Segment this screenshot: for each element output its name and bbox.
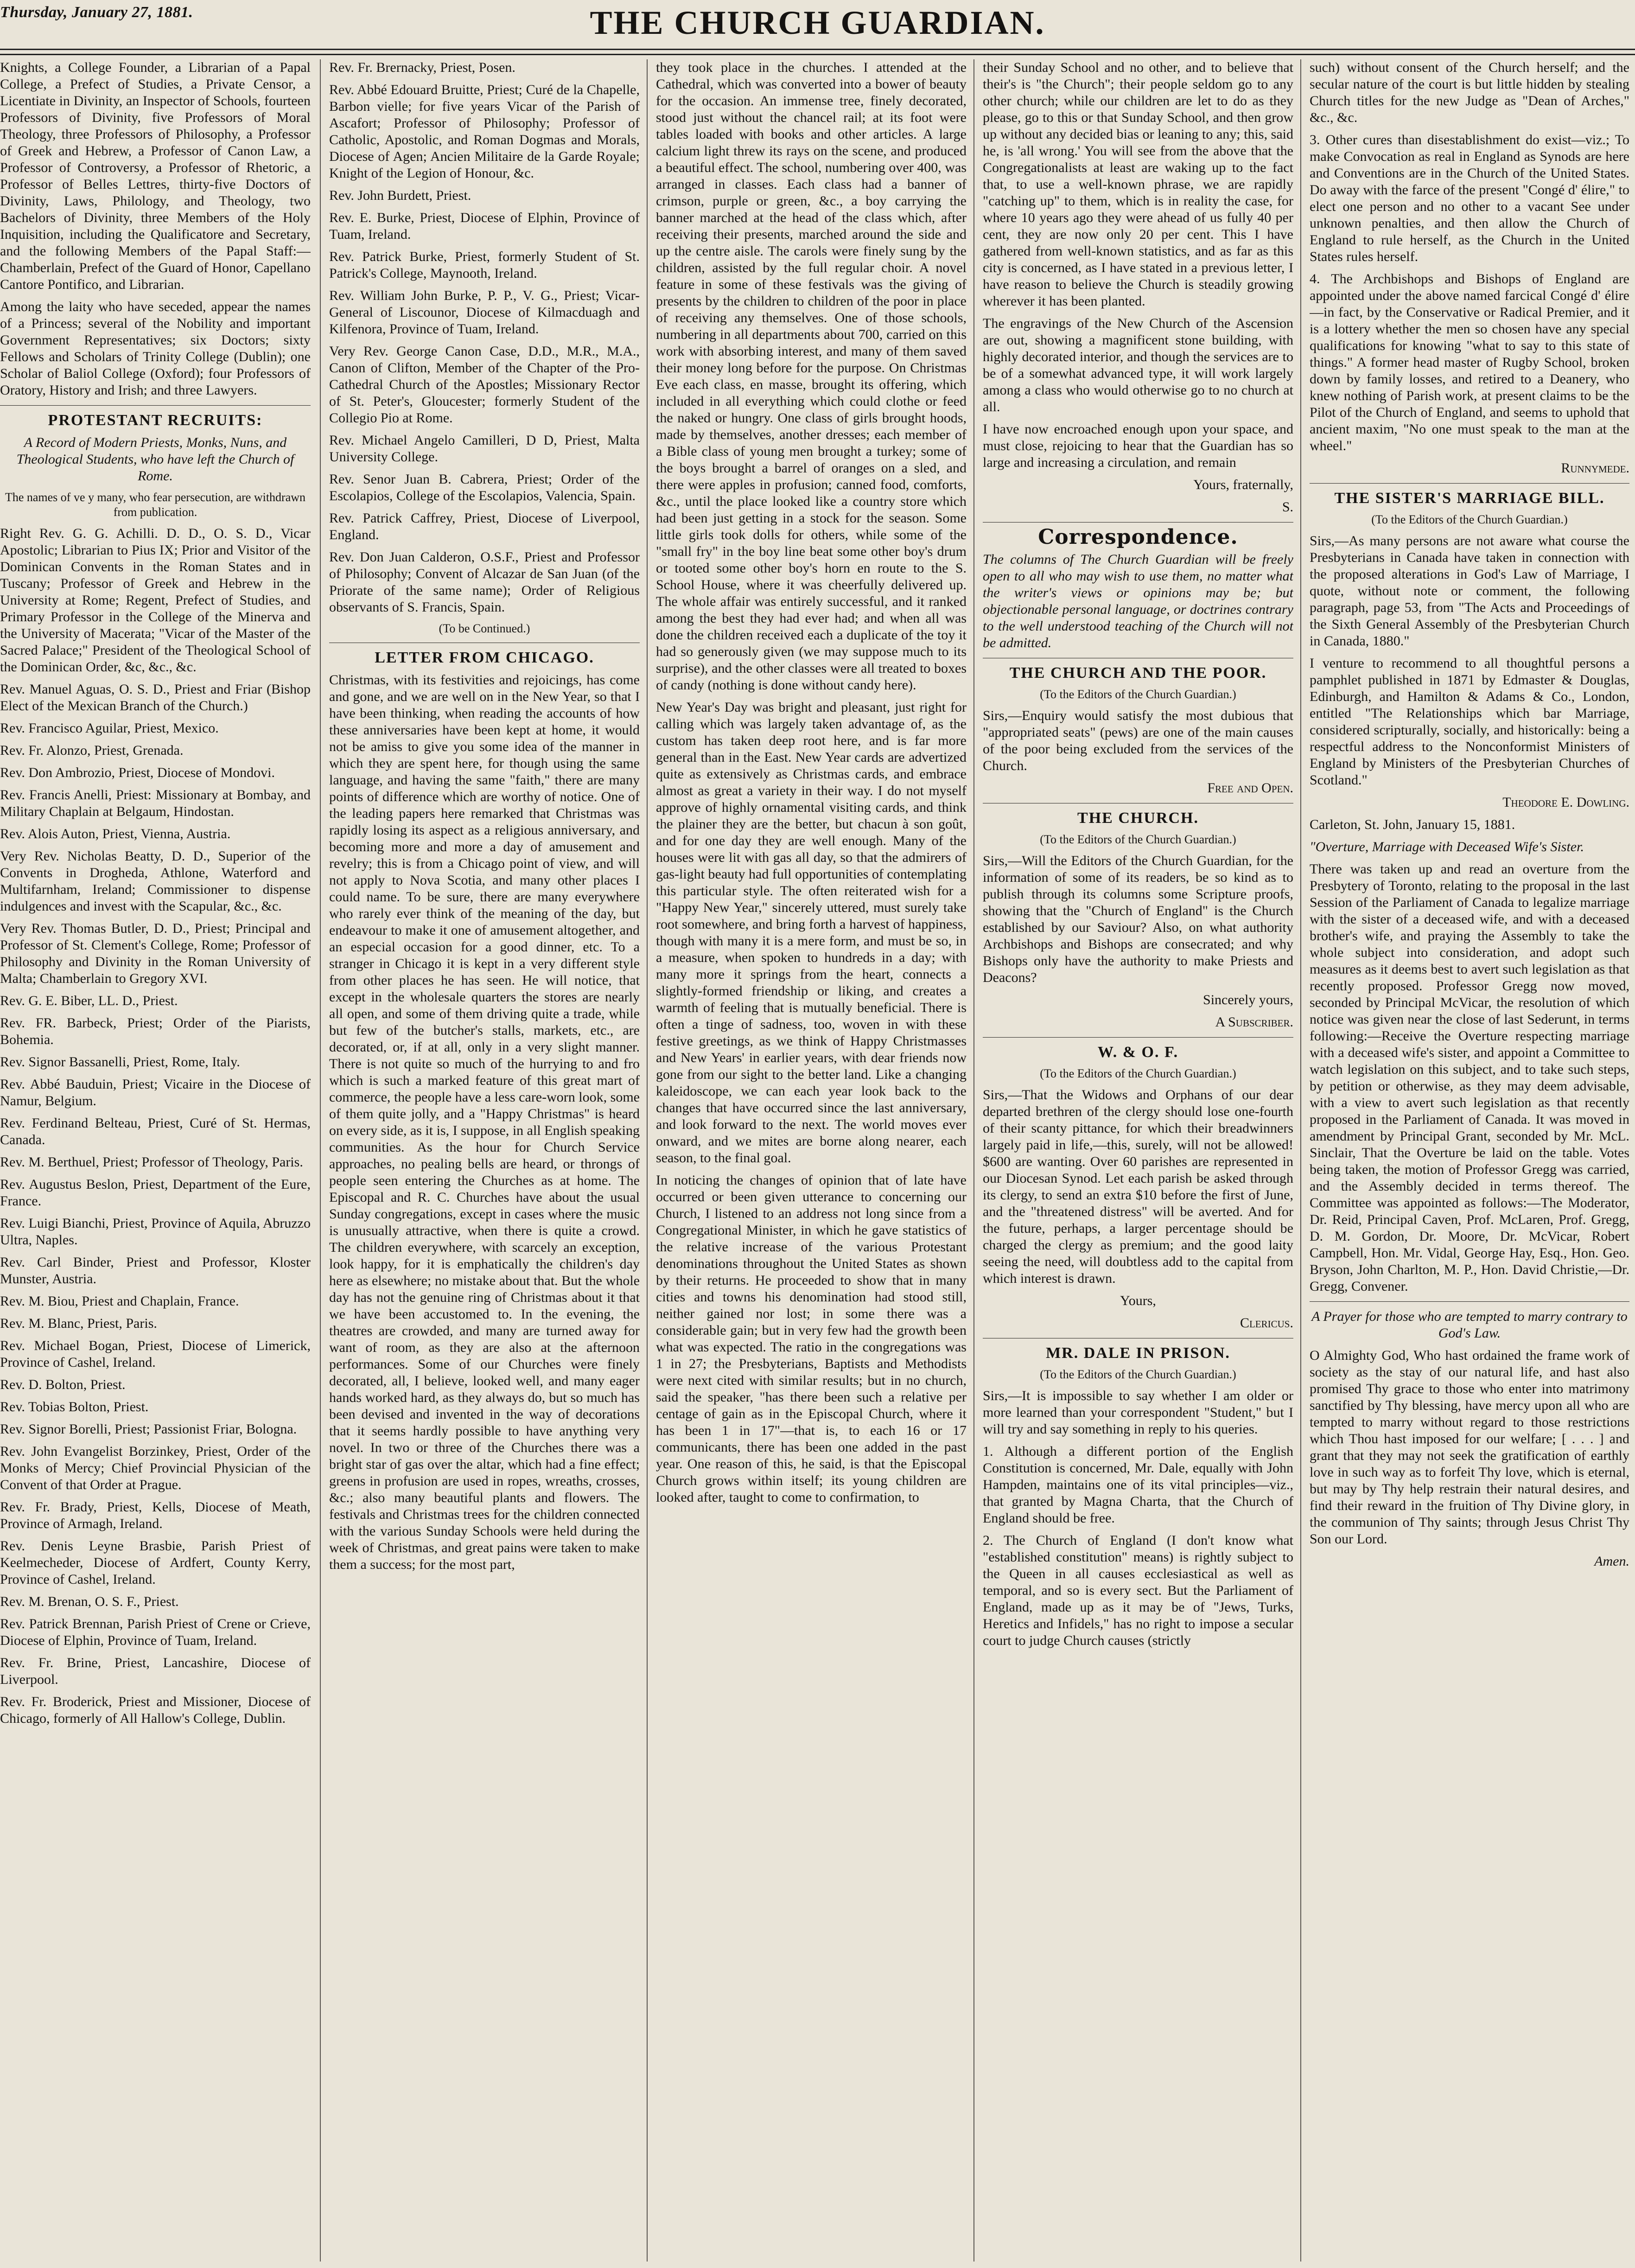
mr-dale-title: MR. DALE IN PRISON.	[1046, 1344, 1230, 1362]
wo-f-body: Sirs,—That the Widows and Orphans of our dear departed brethren of the clergy should lose one-fourth of their scanty pittance, for which their breadwinners largely paid in life,—this, surely, will not be allowed! $600 are wanting. Over 60 parishes are represented in our Diocesan Synod. Let each parish be asked through its clergy, to send an extra $10 before the first of June, and the "threatened distress" will be averted. And for the future, perhaps, a larger percentage should be charged the clergy as premium; and the good laity seeing the need, will doubtless add to the capital from which interest is drawn.	[983, 1087, 1293, 1286]
dale-paragraph: Sirs,—It is impossible to say whether I am older or more learned than your correspondent "Student," but I will try and say something in reply to his queries.	[983, 1388, 1293, 1437]
recruits-laity: Among the laity who have seceded, appear the names of a Princess; several of the Nobility and important Government Representatives; six Doctors; sixty Fellows and Scholars of Trinity College (Dublin); one Scholar of Baliol College (Oxford); four Professors of Oratory, History and Irish; and three Lawyers.	[0, 299, 311, 398]
recruit-entry: Rev. M. Brenan, O. S. F., Priest.	[0, 1594, 179, 1609]
column-separator	[647, 59, 648, 2262]
recruit-entry: Rev. Alois Auton, Priest, Vienna, Austria.	[0, 826, 231, 841]
to-be-continued: (To be Continued.)	[439, 622, 530, 635]
recruit-entry: Rev. Don Ambrozio, Priest, Diocese of Mondovi.	[0, 765, 275, 780]
recruit-entry: Rev. Fr. Brernacky, Priest, Posen.	[329, 60, 515, 75]
recruit-entry: Rev. Patrick Caffrey, Priest, Diocese of Liverpool, England.	[329, 510, 640, 542]
marriage-bill-title: THE SISTER'S MARRIAGE BILL.	[1334, 490, 1605, 507]
dale-paragraph: 2. The Church of England (I don't know what "established constitution" means) is rightly subject to the Queen in all causes ecclesiastical as well as temporal, and so is every sect. But the Parliament of England, made up as it may be of "Jews, Turks, Heretics and Infidels," has no right to impose a secular court to judge Church causes (strictly	[983, 1533, 1293, 1648]
column-4	[983, 59, 1293, 2262]
withdrawn-note: The names of ve y many, who fear persecution, are withdrawn from publication.	[5, 491, 306, 519]
recruit-entry: Rev. FR. Barbeck, Priest; Order of the Piarists, Bohemia.	[0, 1015, 311, 1047]
recruit-entry: Rev. Denis Leyne Brasbie, Parish Priest of Keelmecheder, Diocese of Ardfert, County Kerry, Province of Cashel, Ireland.	[0, 1538, 311, 1587]
dale-paragraph: 3. Other cures than disestablishment do exist—viz.; To make Convocation as real in England as Synods are here and Conventions are in the Church of the United States. Do away with the farce of the present "Congé d' élire," to elect one person and no other to a vacant See under unknown penalties, and then allow the Church of England to rule herself, as the Church in the United States rules herself.	[1310, 132, 1629, 264]
section-rule	[983, 1037, 1293, 1038]
recruit-entry: Very Rev. George Canon Case, D.D., M.R., M.A., Canon of Clifton, Member of the Chapter of the Pro-Cathedral Church of the Apostles; Missionary Rector of St. Peter's, Gloucester; formerly Student of the Collegio Pio at Rome.	[329, 344, 640, 426]
recruit-entry: Rev. Patrick Brennan, Parish Priest of Crene or Crieve, Diocese of Elphin, Province of Tuam, Ireland.	[0, 1616, 311, 1648]
recruit-entry: Very Rev. Nicholas Beatty, D. D., Superior of the Convents in Drogheda, Athlone, Waterford and Multifarnham, Ireland; Commissioner to dispense indulgences and invest with the Scapular, &c., &c.	[0, 848, 311, 914]
recruit-entry: Rev. M. Berthuel, Priest; Professor of Theology, Paris.	[0, 1154, 303, 1170]
recruit-entry: Rev. William John Burke, P. P., V. G., Priest; Vicar-General of Liscounor, Diocese of Kilmacduagh and Kilfenora, Province of Tuam, Ireland.	[329, 288, 640, 337]
recruit-entry: Rev. John Burdett, Priest.	[329, 188, 471, 203]
editors-note: (To the Editors of the Church Guardian.)	[1040, 1067, 1236, 1080]
editors-note: (To the Editors of the Church Guardian.)	[1040, 1368, 1236, 1381]
letter-paragraph: The engravings of the New Church of the Ascension are out, showing a magnificent stone building, with highly decorated interior, and though the services are to be of a somewhat advanced type, it will work largely among a class who would otherwise go to no church at all.	[983, 316, 1293, 414]
issue-date: Thursday, January 27, 1881.	[0, 4, 193, 21]
recruit-entry: Rev. Fr. Brady, Priest, Kells, Diocese of Meath, Province of Armagh, Ireland.	[0, 1499, 311, 1531]
recruit-entry: Rev. Fr. Broderick, Priest and Missioner, Diocese of Chicago, formerly of All Hallow's College, Dublin.	[0, 1694, 311, 1726]
recruit-entry: Rev. Manuel Aguas, O. S. D., Priest and Friar (Bishop Elect of the Mexican Branch of the Church.)	[0, 682, 311, 714]
letter-paragraph: Christmas, with its festivities and rejoicings, has come and gone, and we are well on in the New Year, so that I have been thinking, when reading the accounts of how these anniversaries have been kept at home, it would not be amiss to give you some idea of the manner in which they are spent here, for though using the same language, and having the same "faith," there are many points of difference which are worthy of notice. One of the leading papers here remarked that Christmas was rapidly losing its aspect as a religious anniversary, and becoming more and more a day of amusement and revelry; this is from a Chicago point of view, and will not apply to Nova Scotia, and many other places I could name. To be sure, there are many everywhere who rarely ever think of the meaning of the day, but endeavour to make it one of amusement altogether, and an especial occasion for a good dinner, etc. To a stranger in Chicago it is kept in a very different style from other places he has seen. He will notice, that except in the wholesale quarters the stores are nearly all open, and some of them driving quite a trade, while but few of the butcher's stalls, markets, etc., are decorated, or, if at all, only in a very slight manner. There is not quite so much of the hurrying to and fro which is such a marked feature of this great mart of commerce, the people have a less care-worn look, some of them quite jolly, and a "Happy Christmas" is heard on every side, as it is, I suppose, in all English speaking communities. As the hour for Church Service approaches, no pealing bells are heard, or throngs of people seen entering the Churches as at home. The Episcopal and R. C. Churches have about the usual Sunday congregations, except in cases where the music is unusually attractive, when there is quite a crowd. The children everywhere, with scarcely an exception, look happy, for it is emphatically the children's day here as elsewhere; no mistake about that. But the whole day has not the genuine ring of Christmas about it that we have been accustomed to. In the evening, the theatres are crowded, and many are turned away for want of room, as they are also at the afternoon performances. Some of our Churches were finely decorated, all, I believe, looked well, and many eager hands worked hard, as they always do, but so much has been devised and invented in the way of decorations that it seems hardly possible to have anything very novel. In two or three of the Churches there was a bright star of gas over the altar, which had a fine effect; greens in profusion are used in ropes, wreaths, crosses, &c.; also many beautiful plants and flowers. The festivals and Christmas trees for the children connected with the various Sunday Schools were held during the week of Christmas, and great pains were taken to make them a success; for the most part,	[329, 672, 640, 1572]
prayer-title: A Prayer for those who are tempted to marry contrary to God's Law.	[1311, 1309, 1628, 1341]
overture-body: There was taken up and read an overture from the Presbytery of Toronto, relating to the proposal in the last Session of the Parliament of Canada to legalize marriage with the sister of a deceased wife, and with a deceased brother's wife, and praying the Assembly to take the whole subject into consideration, and adopt such measures as it deems best to avert such legislation as that recently proposed. Professor Gregg now moved, seconded by Principal McVicar, the resolution of which notice was given near the close of last Sederunt, in terms following:—Receive the Overture respecting marriage with a deceased wife's sister, and appoint a Committee to watch legislation on this subject, and to take such steps, by petition or otherwise, as they may deem advisable, with a view to avert such legislation as that recently proposed in the Parliament of Canada. It was moved in amendment by Principal Grant, seconded by Mr. McL. Sinclair, That the Overture be laid on the table. Votes being taken, the motion of Professor Gregg was carried, and the Assembly decided in terms thereof. The Committee was appointed as follows:—The Moderator, Dr. Reid, Principal Caven, Prof. McLaren, Prof. Gregg, D. M. Gordon, Dr. Moore, Dr. McVicar, Robert Campbell, Hon. Mr. Vidal, George Hay, Esq., Hon. Geo. Bryson, John Charlton, M. P., Hon. David Christie,—Dr. Gregg, Convener.	[1310, 861, 1629, 1294]
header-rule	[0, 49, 1635, 55]
editors-note: (To the Editors of the Church Guardian.)	[1040, 833, 1236, 846]
protestant-recruits-title: PROTESTANT RECRUITS:	[48, 412, 263, 429]
recruit-entry: Rev. E. Burke, Priest, Diocese of Elphin, Province of Tuam, Ireland.	[329, 210, 640, 242]
recruits-intro: Knights, a College Founder, a Librarian of a Papal College, a Prefect of Studies, a Private Censor, a Licentiate in Divinity, an Inspector of Schools, fourteen Professors of Divinity, five Professors of Moral Theology, three Professors of Philosophy, a Professor of Greek and Hebrew, a Professor of Canon Law, a Professor of Controversy, a Professor of Rhetoric, a Professor of Belles Lettres, thirty-five Doctors of Divinity, Laws, Philology, and Theology, two Bachelors of Divinity, three Members of the Holy Inquisition, including the Qualificatore and Secretary, and the following Members of the Papal Staff:—Chamberlain, Prefect of the Guard of Honor, Capellano Cantore Pontifico, and Librarian.	[0, 60, 311, 292]
letter-paragraph: they took place in the churches. I attended at the Cathedral, which was converted into a bower of beauty for the occasion. An immense tree, finely decorated, stood just without the chancel rail; at its foot were tables loaded with books and other articles. A large calcium light threw its rays on the scene, and produced a beautiful effect. The school, numbering over 400, was arranged in classes. Each class had a banner of crimson, purple or green, &c., a boy carrying the banner marched at the head of the class which, after receiving their presents, marched around the side and up the centre aisle. The carols were finely sung by the children, assisted by the full regular choir. A novel feature in some of these festivals was the giving of presents by the children to children of the poor in place of receiving any themselves. One of those schools, numbering in all departments about 700, carried on this work with absorbing interest, and many of them saved their money long before for the purpose. On Christmas Eve each class, en masse, brought its offering, which included in all everything which could clothe or feed the naked or hungry. One class of girls brought hoods, made by themselves, another dresses; each member of a Bible class of young men brought a turkey; some of the boys brought a barrel of oranges on a sled, and there were apples in profusion; canned food, comforts, &c., until the place looked like a country store which had been just getting in a stock for the season. Some little girls took dolls for others, while some of the "small fry" in the boy line beat some other boy's drum or tooted some other boy's horn en route to the S. School House, where it was cheerfully delivered up. The whole affair was entirely successful, and it ranked among the best they had ever had; and when all was done the children received each a duplicate of the toy it had so generously given (we may suppose much to its surprise), and the other classes were all treated to boxes of candy (nothing is done without candy here).	[656, 60, 967, 693]
recruit-entry: Rev. M. Blanc, Priest, Paris.	[0, 1316, 157, 1331]
recruit-entry: Rev. D. Bolton, Priest.	[0, 1377, 126, 1392]
wo-f-signoff: Yours,	[1120, 1293, 1156, 1308]
column-2	[329, 59, 640, 2262]
recruit-entry: Rev. Don Juan Calderon, O.S.F., Priest and Professor of Philosophy; Convent of Alcazar de San Juan (of the Priorate of the same name); Order of Religious observants of S. Francis, Spain.	[329, 549, 640, 615]
column-separator	[1300, 59, 1301, 2262]
letter-from-chicago-body	[329, 672, 640, 1573]
runnymede-signature: Runnymede.	[1561, 460, 1629, 476]
column-3	[656, 59, 967, 2262]
overture-title: "Overture, Marriage with Deceased Wife's Sister.	[1310, 839, 1584, 854]
recruit-entry: Right Rev. G. G. Achilli. D. D., O. S. D., Vicar Apostolic; Librarian to Pius IX; Prior and Visitor of the Dominican Convents in the Roman States and in Tuscany; Professor of Greek and Hebrew in the University at Rome; Regent, Prefect of Studies, and Primary Professor in the College of the Minerva and the University of Macerata; "Vicar of the Master of the Sacred Palace;" President of the Theological School of the Dominican Order, &c, &c., &c.	[0, 526, 311, 675]
column-separator	[320, 59, 321, 2262]
the-church-signoff: Sincerely yours,	[1203, 992, 1293, 1007]
the-church-signature: A Subscriber.	[1215, 1014, 1293, 1030]
letter-signoff: Yours, fraternally,	[1193, 477, 1293, 492]
correspondence-title: Correspondence.	[1038, 525, 1238, 549]
recruit-entry: Rev. Francisco Aguilar, Priest, Mexico.	[0, 720, 219, 736]
recruit-entry: Rev. Patrick Burke, Priest, formerly Student of St. Patrick's College, Maynooth, Ireland.	[329, 249, 640, 281]
recruit-entry: Rev. John Evangelist Borzinkey, Priest, Order of the Monks of Mercy; Chief Provincial Physician of the Convent of that Order at Prague.	[0, 1444, 311, 1492]
the-church-title: THE CHURCH.	[1077, 809, 1199, 827]
column-1	[0, 59, 311, 2262]
recruit-entry: Rev. Signor Bassanelli, Priest, Rome, Italy.	[0, 1054, 240, 1070]
section-rule	[0, 405, 311, 406]
protestant-recruits-subtitle: A Record of Modern Priests, Monks, Nuns, and Theological Students, who have left the Church of Rome.	[16, 435, 294, 484]
recruit-entry: Rev. M. Biou, Priest and Chaplain, France.	[0, 1293, 239, 1309]
marriage-bill-signature: Theodore E. Dowling.	[1502, 795, 1629, 810]
church-poor-title: THE CHURCH AND THE POOR.	[1009, 664, 1267, 682]
dale-paragraph: such) without consent of the Church herself; and the secular nature of the court is but little hidden by stealing Church titles for the new Judge as "Dean of Arches," &c., &c.	[1310, 60, 1629, 125]
recruit-entry: Rev. Fr. Alonzo, Priest, Grenada.	[0, 743, 184, 758]
letter-paragraph: their Sunday School and no other, and to believe that their's is "the Church"; their people seldom go to any other church; while our children are let to do as they please, go to this or that Sunday School, and then grow up without any decided bias or leaning to any; this, said he, is 'all wrong.' You will see from the above that the Congregationalists at least are waking up to the fact that, to use a well-known phrase, we are rapidly "catching up" to them, which is in reality the case, for where 10 years ago they were ahead of us fully 40 per cent, they are now only 20 per cent. This I have gathered from well-known statistics, and as far as this city is concerned, as I have stated in a previous letter, I have reason to believe the Church is steadily growing wherever it has been planted.	[983, 60, 1293, 309]
recruit-entry: Rev. G. E. Biber, LL. D., Priest.	[0, 993, 178, 1008]
correspondence-note: The columns of The Church Guardian will be freely open to all who may wish to use them, no matter what the writer's views or opinions may be; but objectionable personal language, or doctrines contrary to the well understood teaching of the Church will not be admitted.	[983, 552, 1293, 650]
recruit-entry: Rev. Ferdinand Belteau, Priest, Curé of St. Hermas, Canada.	[0, 1115, 311, 1147]
section-rule	[1310, 1301, 1629, 1302]
recruit-entry: Rev. Fr. Brine, Priest, Lancashire, Diocese of Liverpool.	[0, 1655, 311, 1687]
mr-dale-body-cont	[1310, 59, 1629, 454]
recruit-entry: Rev. Signor Borelli, Priest; Passionist Friar, Bologna.	[0, 1421, 297, 1437]
marriage-paragraph: Sirs,—As many persons are not aware what course the Presbyterians in Canada have taken in connection with the proposed alterations in God's Law of Marriage, I quote, without note or comment, the following paragraph, page 53, from "The Acts and Proceedings of the Sixth General Assembly of the Presbyterian Church in Canada, 1880."	[1310, 533, 1629, 649]
recruit-entry: Rev. Michael Angelo Camilleri, D D, Priest, Malta University College.	[329, 433, 640, 465]
church-poor-signature: Free and Open.	[1207, 780, 1293, 796]
recruit-entry: Rev. Francis Anelli, Priest: Missionary at Bombay, and Military Chaplain at Belgaum, Hindostan.	[0, 787, 311, 819]
prayer-amen: Amen.	[1594, 1554, 1629, 1569]
mr-dale-body	[983, 1388, 1293, 1649]
section-rule	[1310, 483, 1629, 484]
letter-paragraph: I have now encroached enough upon your space, and must close, rejoicing to hear that the Guardian has so large and increasing a circulation, and remain	[983, 421, 1293, 470]
editors-note: (To the Editors of the Church Guardian.)	[1371, 513, 1568, 526]
wo-f-signature: Clericus.	[1240, 1315, 1293, 1331]
recruit-entry: Rev. Abbé Bauduin, Priest; Vicaire in the Diocese of Namur, Belgium.	[0, 1077, 311, 1109]
recruit-entry: Rev. Augustus Beslon, Priest, Department of the Eure, France.	[0, 1177, 311, 1209]
letter-paragraph: In noticing the changes of opinion that of late have occurred or been given utterance to concerning our Church, I listened to an address not long since from a Congregational Minister, in which he gave statistics of the relative increase of the various Protestant denominations throughout the United States as shown by their returns. He proceeded to show that in many cities and towns his denomination had stood still, neither gained nor lost; in some there was a considerable gain; but in very few had the growth been what was expected. The ratio in the congregations was 1 in 27; the Presbyterians, Baptists and Methodists were next cited with similar results; but in no church, said the speaker, "has there been such a relative per centage of gain as in the Episcopal Church, where it has been 1 in 17"—that is, to each 16 or 17 communicants, there has been one added in the past year. One reason of this, he said, is that the Episcopal Church grows within itself; its young children are looked after, taught to come to confirmation, to	[656, 1172, 967, 1505]
recruit-entry: Very Rev. Thomas Butler, D. D., Priest; Principal and Professor of St. Clement's College, Rome; Professor of Philosophy and Divinity in the Roman University of Malta; Chamberlain to Gregory XVI.	[0, 921, 311, 986]
letter-paragraph: New Year's Day was bright and pleasant, just right for calling which was largely taken advantage of, as the custom has taken deep root here, and is far more general than in the East. New Year cards are advertized quite as extensively as Christmas cards, and embrace almost as great a variety in their way. I do not myself approve of highly ornamental visiting cards, and think the plainer they are the better, but chacun à son goût, and for one day they are well enough. Many of the houses were lit with gas all day, so that the admirers of gas-light beauty had full opportunities of contemplating this particular style. The often reiterated wish for a "Happy New Year," sincerely uttered, must surely take root somewhere, and bring forth a harvest of happiness, though with many it is a mere form, and must be so, in a measure, when spoken to hundreds in a day; with many more it springs from the heart, connects a slightly-formed friendship or liking, and creates a warmth of feeling that is mutually beneficial. There is often a tinge of sadness, too, woven in with these festive greetings, as we think of Happy Christmasses and New Years' in earlier years, with dear friends now gone from our sight to the better land. Like a changing kaleidoscope, we can each year look back to the changes that have occurred since the last anniversary, and look forward to the next. The world moves ever onward, and we mites are borne along nearer, each season, to the final goal.	[656, 700, 967, 1166]
marriage-paragraph: I venture to recommend to all thoughtful persons a pamphlet published in 1871 by Edmaster & Douglas, Edinburgh, and Hamilton & Adams & Co., London, entitled "The Relationships which bar Marriage, considered scripturally, socially, and historically: being a respectful address to the Nonconformist Ministers of England by Ministers of the Presbyterian Churches of Scotland."	[1310, 656, 1629, 788]
recruits-list-continued	[329, 59, 640, 616]
recruit-entry: Rev. Tobias Bolton, Priest.	[0, 1399, 149, 1414]
editors-note: (To the Editors of the Church Guardian.)	[1040, 688, 1236, 701]
letter-signature: S.	[1282, 499, 1293, 515]
prayer-body: O Almighty God, Who hast ordained the frame work of society as the stay of our natural life, and hast also promised Thy grace to those who enter into matrimony sanctified by Thy blessing, have mercy upon all who are tempted to marry without regard to those restrictions which Thou hast imposed for our welfare; [ . . . ] and grant that they may not seek the gratification of earthly love in such way as to forfeit Thy love, which is eternal, but may by Thy help restrain their natural desires, and find their reward in the fruition of Thy Divine glory, in the communion of Thy saints; through Jesus Christ Thy Son our Lord.	[1310, 1348, 1629, 1547]
recruit-entry: Rev. Carl Binder, Priest and Professor, Kloster Munster, Austria.	[0, 1255, 311, 1287]
marriage-bill-place-date: Carleton, St. John, January 15, 1881.	[1310, 817, 1515, 832]
marriage-bill-body	[1310, 533, 1629, 789]
masthead-title: THE CHURCH GUARDIAN.	[590, 4, 1045, 41]
church-poor-body: Sirs,—Enquiry would satisfy the most dubious that "appropriated seats" (pews) are one of the main causes of the poor being excluded from the services of the Church.	[983, 708, 1293, 773]
column-separator	[973, 59, 974, 2262]
recruits-list	[0, 525, 311, 1727]
recruit-entry: Rev. Abbé Edouard Bruitte, Priest; Curé de la Chapelle, Barbon vielle; for five years Vicar of the Parish of Ascafort; Professor of Philosophy; Professor of Catholic, Apostolic, and Roman Dogmas and Morals, Diocese of Agen; Ancien Militaire de la Garde Royale; Knight of the Legion of Honour, &c.	[329, 82, 640, 181]
recruit-entry: Rev. Senor Juan B. Cabrera, Priest; Order of the Escolapios, College of the Escolapios, Valencia, Spain.	[329, 471, 640, 503]
dale-paragraph: 4. The Archbishops and Bishops of England are appointed under the above named farcical Congé d' élire—in fact, by the Conservative or Radical Premier, and it is a lottery whether the men so chosen have any special qualifications for knowing "what to say to this state of things." A former head master of Rugby School, broken down by family losses, and retired to a Deanery, who knew nothing of Parish work, at present claims to be the Pilot of the Church of England, and seems to uphold that ancient maxim, "No one must speak to the man at the wheel."	[1310, 271, 1629, 453]
letter-from-chicago-title: LETTER FROM CHICAGO.	[375, 649, 594, 666]
letter-from-chicago-body-cont	[656, 59, 967, 1506]
column-5	[1310, 59, 1629, 2262]
letter-from-chicago-body-end	[983, 59, 1293, 471]
the-church-body: Sirs,—Will the Editors of the Church Guardian, for the information of some of its readers, be so kind as to publish through its columns some Scripture proofs, showing that the "Church of England" is the Church established by our Saviour? Also, on what authority Archbishops and Bishops are consecrated; and why Bishops only have the authority to make Priests and Deacons?	[983, 853, 1293, 985]
recruit-entry: Rev. Michael Bogan, Priest, Diocese of Limerick, Province of Cashel, Ireland.	[0, 1338, 311, 1370]
recruit-entry: Rev. Luigi Bianchi, Priest, Province of Aquila, Abruzzo Ultra, Naples.	[0, 1216, 311, 1248]
wo-f-title: W. & O. F.	[1097, 1044, 1179, 1061]
dale-paragraph: 1. Although a different portion of the English Constitution is concerned, Mr. Dale, equally with John Hampden, maintains one of its vital principles—viz., that granted by Magna Charta, that the Church of England should be free.	[983, 1444, 1293, 1526]
